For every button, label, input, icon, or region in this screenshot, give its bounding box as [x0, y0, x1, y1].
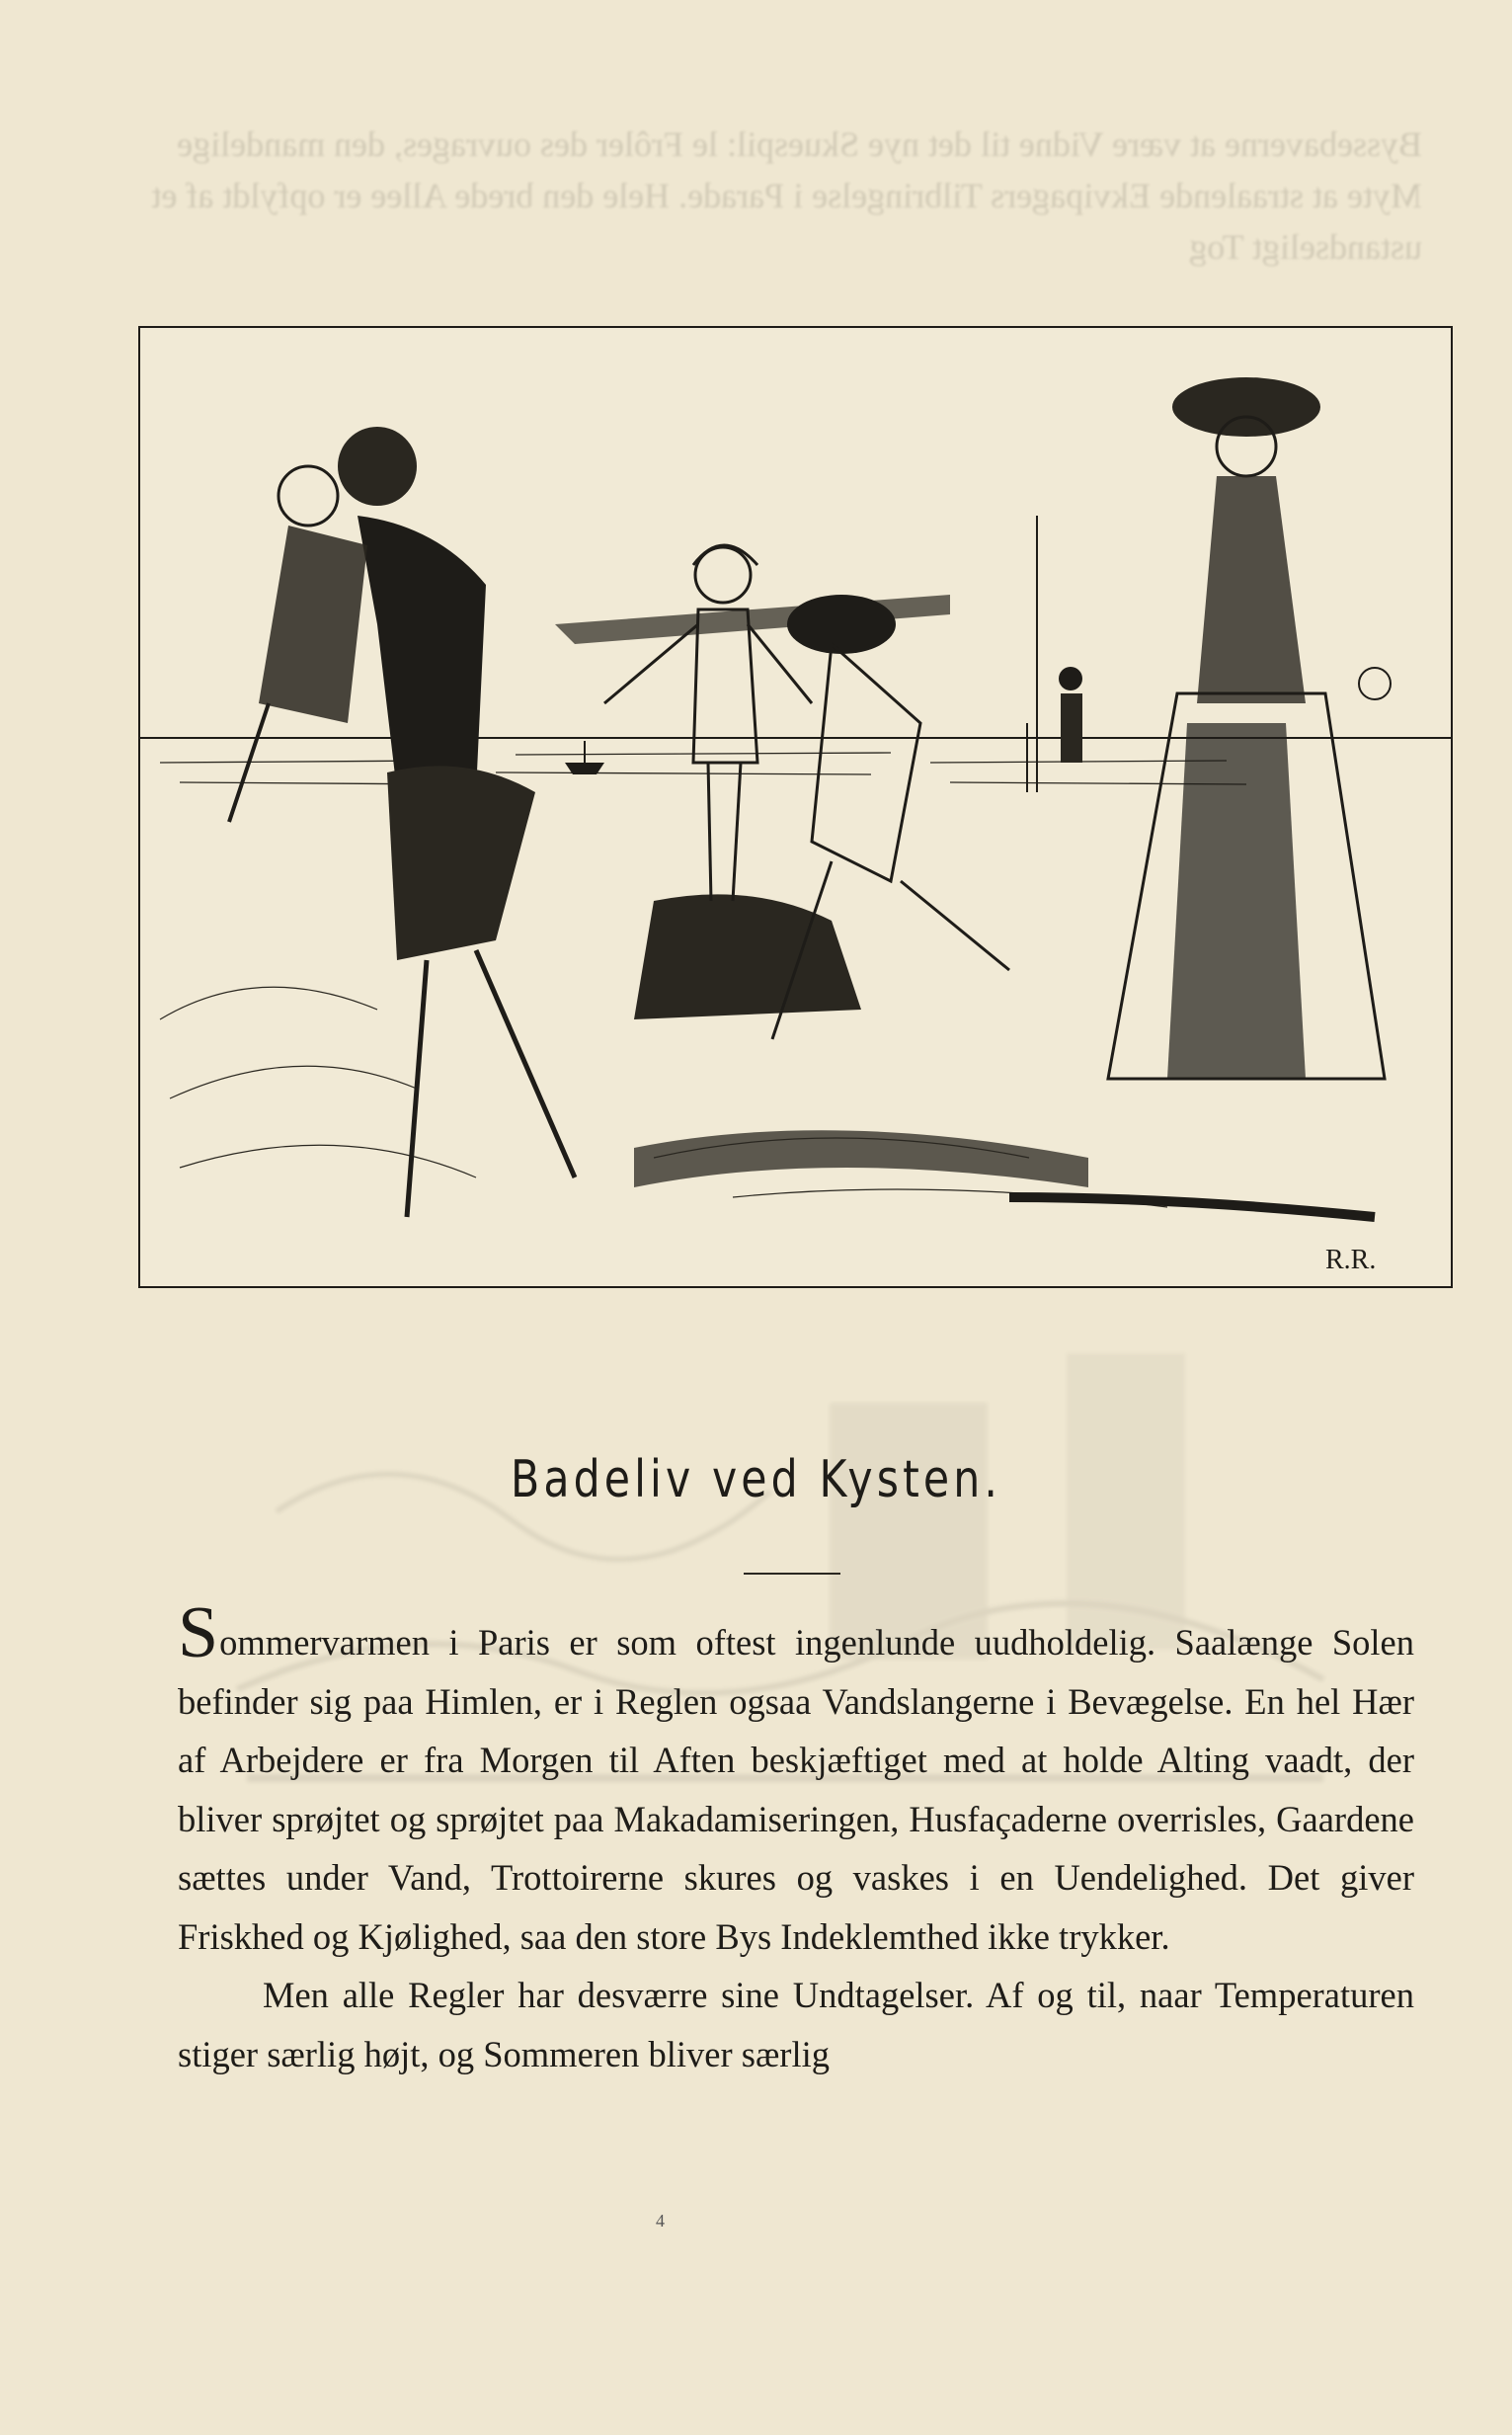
woman-swimsuit [358, 516, 486, 792]
dog-head [1359, 668, 1391, 699]
paragraph-1 [178, 1592, 1414, 1966]
girl-hat [787, 595, 896, 654]
child-body [259, 526, 367, 723]
sea-hatching [160, 753, 1246, 784]
drop-cap: S [178, 1592, 219, 1673]
bleed-through-text: Byssebaverne at være Vidne til det nye Skuespil: le Frôler des ouvrages, den mandelige Myte at straalende Ekvipagers Tilbringelse i Parade. Hele den brede Allee er opfyldt af et ustandseligt Tog [151, 124, 1422, 267]
bather-head [1059, 667, 1082, 690]
child-head [279, 466, 338, 526]
lady-hat [1172, 377, 1320, 437]
lady-bodice [1197, 476, 1306, 703]
lady-apron [1167, 723, 1306, 1079]
body-text [178, 1592, 1414, 2083]
woman-skirt [387, 766, 535, 960]
illustration-drawing [140, 328, 1451, 1286]
paragraph-1-text: ommervarmen i Paris er som oftest ingenlunde uudholdelig. Saalænge Solen befinder sig paa Himlen, er i Reglen ogsaa Vandslangerne i Bevægelse. En hel Hær af Arbejdere er fra Morgen til Aften beskjæftiget med at holde Alting vaadt, der bliver sprøjtet og sprøjtet paa Makadamiseringen, Husfaçaderne overrisles, Gaardene sættes under Vand, Trottoirerne skures og vaskes i en Uendelighed. Det giver Friskhed og Kjølighed, saa den store Bys Indeklemthed ikke trykker. [178, 1622, 1414, 1957]
woman-leg-left [407, 960, 427, 1217]
beach-illustration [138, 326, 1453, 1288]
water-pool [634, 1130, 1088, 1187]
sand-mound [634, 894, 861, 1019]
wave-foam [1009, 1197, 1375, 1217]
woman-leg-right [476, 950, 575, 1177]
chapter-title: Badeliv ved Kysten. [511, 1450, 1001, 1509]
footer-mark: 4 [656, 2211, 665, 2231]
title-rule [744, 1573, 840, 1575]
illustration-signature: R.R. [1325, 1245, 1377, 1275]
woman-hair [338, 427, 417, 506]
girl-dress [812, 644, 920, 881]
bather-body [1061, 693, 1082, 763]
paragraph-2: Men alle Regler har desværre sine Undtagelser. Af og til, naar Temperaturen stiger særlig højt, og Sommeren bliver særlig [178, 1975, 1414, 2074]
